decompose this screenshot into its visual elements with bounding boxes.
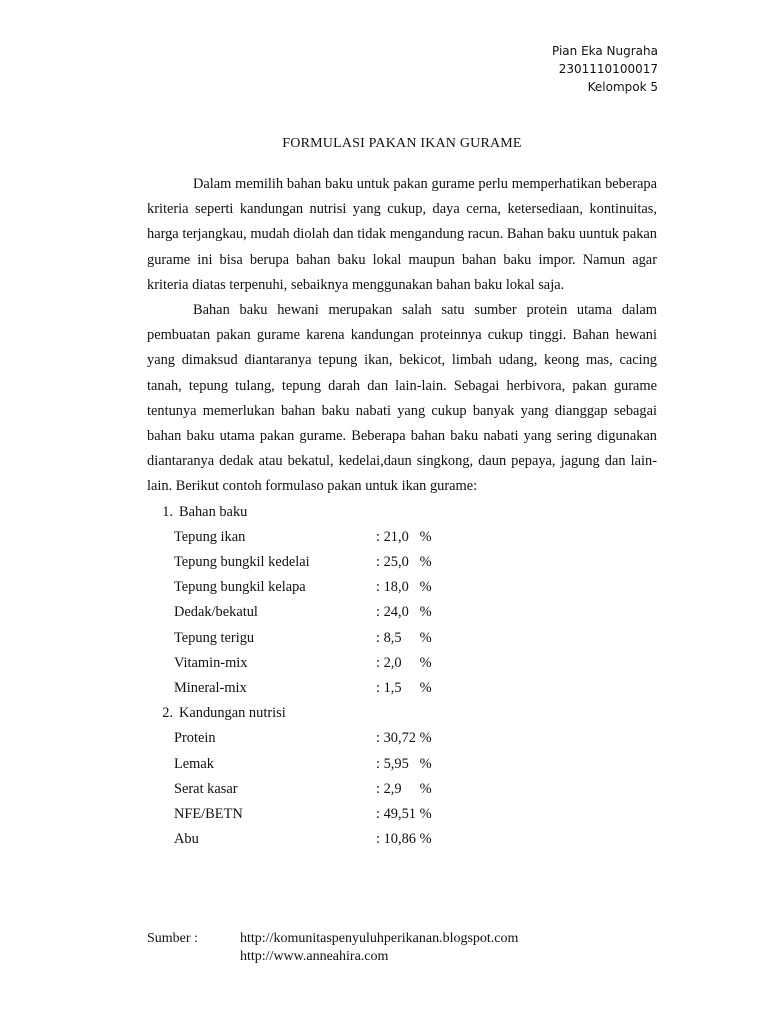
source-link[interactable]: http://www.anneahira.com (240, 949, 389, 964)
paragraph-2: Bahan baku hewani merupakan salah satu sumber protein utama dalam pembuatan pakan gurame karena kandungan proteinnya cukup tinggi. Bahan hewani yang dimaksud diantaranya tepung ikan, bekicot, limbah udang, keong mas, cacing tanah, tepung tulang, tepung darah dan lain-lain. Sebagai herbivora, pakan gurame tentunya memerlukan bahan baku nabati yang cukup banyak yang dianggap sebagai bahan baku utama pakan gurame. Beberapa bahan baku nabati yang sering digunakan diantaranya dedak atau bekatul, kedelai,daun singkong, daun pepaya, jagung dan lain-lain. Berikut contoh formulaso pakan untuk ikan gurame: (147, 302, 657, 495)
row-name: Tepung terigu (174, 629, 255, 646)
list-row (147, 752, 657, 777)
list-row (147, 726, 657, 751)
row-name: Abu (174, 831, 199, 848)
document-title: FORMULASI PAKAN IKAN GURAME (282, 136, 522, 151)
row-value: : 24,0 % (376, 604, 432, 621)
list-heading-label: Kandungan nutrisi (179, 705, 286, 722)
paragraph-1: Dalam memilih bahan baku untuk pakan gurame perlu memperhatikan beberapa kriteria seperti kandungan nutrisi yang cukup, daya cerna, ketersediaan, kontinuitas, harga terjangkau, mudah diolah dan tidak mengandung racun. Bahan baku uuntuk pakan gurame ini bisa berupa bahan baku lokal maupun bahan baku impor. Namun agar kriteria diatas terpenuhi, sebaiknya menggunakan bahan baku lokal saja. (147, 176, 657, 293)
row-value: : 5,95 % (376, 755, 432, 772)
list-number: 2. (162, 705, 173, 722)
list-number: 1. (162, 503, 173, 520)
list-row (147, 626, 657, 651)
row-value: : 10,86 % (376, 831, 432, 848)
row-value: : 2,9 % (376, 780, 432, 797)
student-id: 2301110100017 (558, 62, 658, 76)
list-row (147, 777, 657, 802)
row-value: : 30,72 % (376, 730, 432, 747)
list-heading (147, 500, 657, 525)
row-value: : 25,0 % (376, 554, 432, 571)
list-row (147, 827, 657, 852)
source-link[interactable]: http://komunitaspenyuluhperikanan.blogspot.com (240, 931, 519, 946)
source-links (240, 930, 518, 966)
list-row (147, 550, 657, 575)
row-name: Protein (174, 730, 216, 747)
list-raw-materials (147, 500, 657, 702)
row-value: : 8,5 % (376, 629, 432, 646)
row-name: Serat kasar (174, 780, 238, 797)
row-name: Tepung bungkil kedelai (174, 554, 310, 571)
row-name: NFE/BETN (174, 805, 243, 822)
list-nutrition (147, 701, 657, 852)
row-name: Vitamin-mix (174, 654, 248, 671)
list-row (147, 525, 657, 550)
row-value: : 21,0 % (376, 528, 432, 545)
list-row (147, 600, 657, 625)
row-value: : 2,0 % (376, 654, 432, 671)
row-value: : 18,0 % (376, 579, 432, 596)
document-body (147, 172, 657, 852)
row-value: : 1,5 % (376, 679, 432, 696)
row-value: : 49,51 % (376, 805, 432, 822)
row-name: Tepung ikan (174, 528, 246, 545)
row-name: Tepung bungkil kelapa (174, 579, 306, 596)
group-label: Kelompok 5 (587, 80, 658, 94)
row-name: Dedak/bekatul (174, 604, 258, 621)
list-row (147, 802, 657, 827)
row-name: Lemak (174, 755, 214, 772)
author-name: Pian Eka Nugraha (551, 44, 658, 58)
list-row (147, 575, 657, 600)
author-header (552, 42, 658, 96)
source-section (147, 930, 518, 966)
list-heading (147, 701, 657, 726)
row-name: Mineral-mix (174, 679, 247, 696)
list-row (147, 651, 657, 676)
list-row (147, 676, 657, 701)
list-heading-label: Bahan baku (179, 503, 248, 520)
source-label: Sumber : (147, 931, 198, 946)
